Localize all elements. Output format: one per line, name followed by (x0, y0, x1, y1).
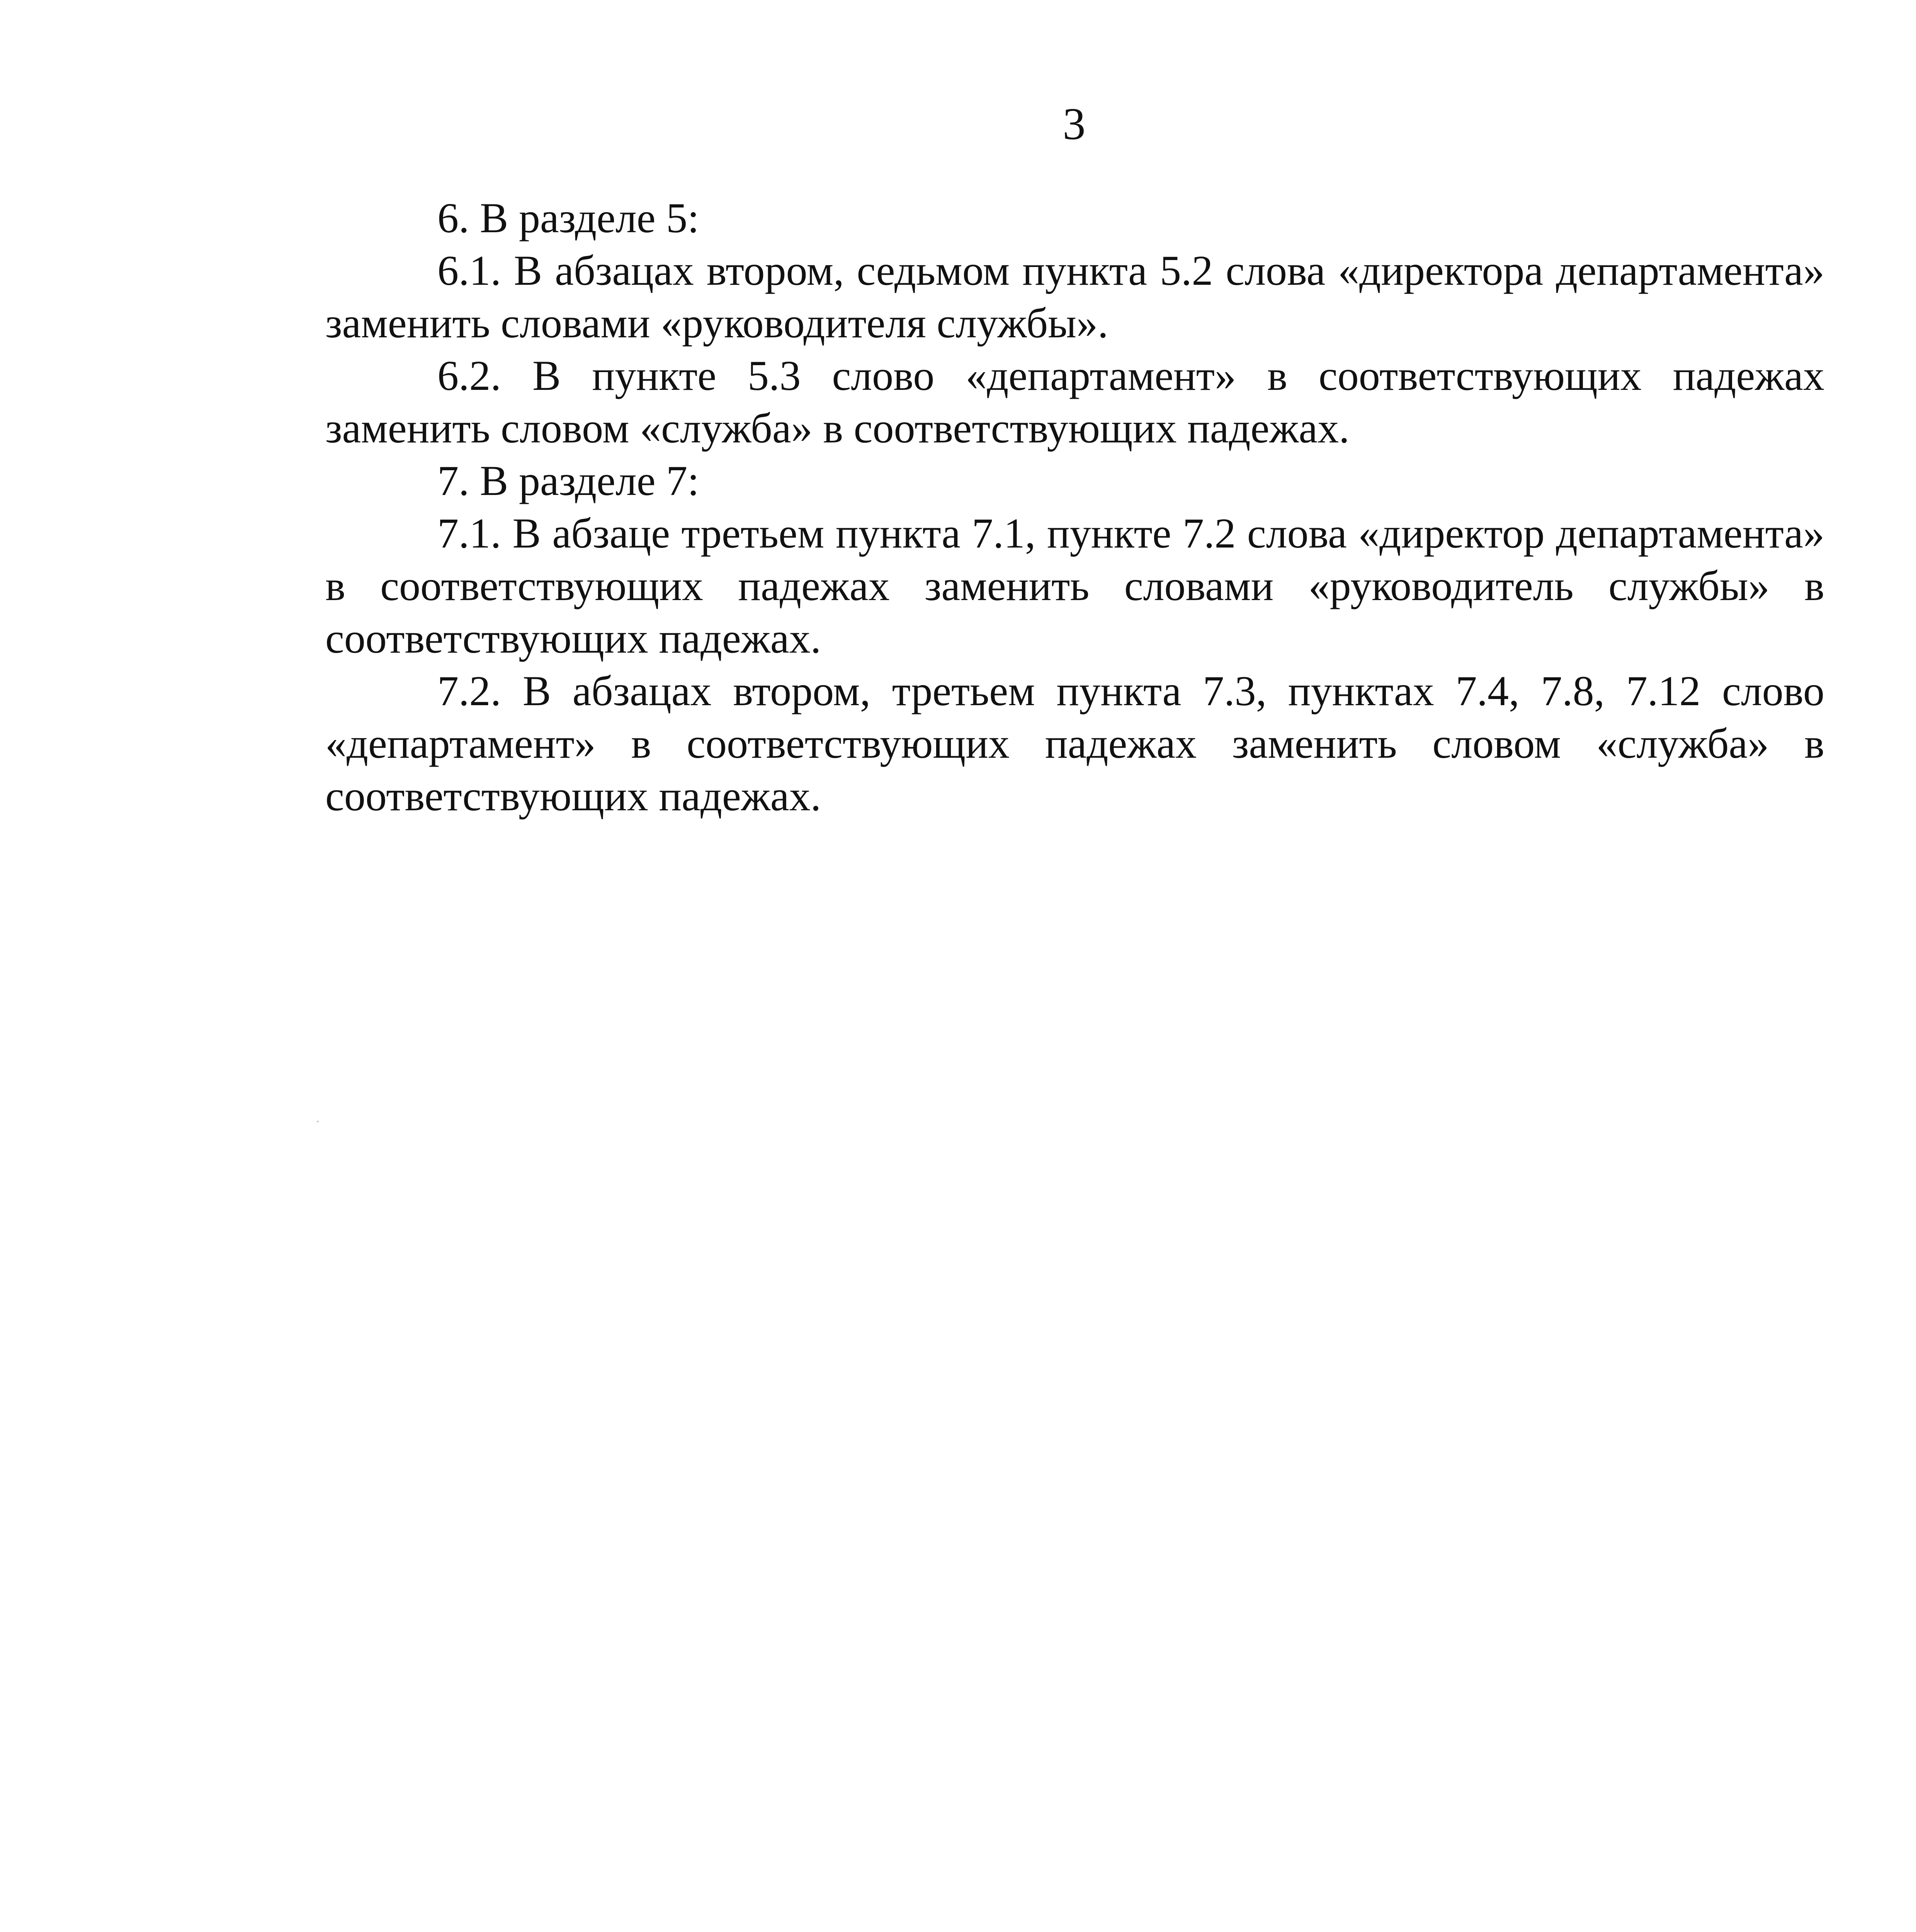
scan-speck (317, 1121, 319, 1122)
page-number: 3 (1063, 99, 1086, 149)
paragraph-6: 6. В разделе 5: (437, 194, 699, 242)
paragraph-7-2: 7.2. В абзацах втором, третьем пункта 7.3, пунктах 7.4, 7.8, 7.12 слово «департамент» в соответствующих падежах заменить словом «служба» в соответствующих падежах. (325, 667, 1824, 820)
paragraph-6-1: 6.1. В абзацах втором, седьмом пункта 5.2 слова «директора департамента» заменить словами «руководителя службы». (325, 247, 1824, 347)
paragraph-7-1: 7.1. В абзаце третьем пункта 7.1, пункте 7.2 слова «директор департамента» в соответствующих падежах заменить словами «руководитель службы» в соответствующих падежах. (325, 510, 1824, 662)
paragraph-6-2: 6.2. В пункте 5.3 слово «департамент» в соответствующих падежах заменить словом «служба» в соответствующих падежах. (325, 352, 1824, 452)
paragraph-7: 7. В разделе 7: (437, 457, 699, 504)
document-body (325, 192, 1824, 822)
